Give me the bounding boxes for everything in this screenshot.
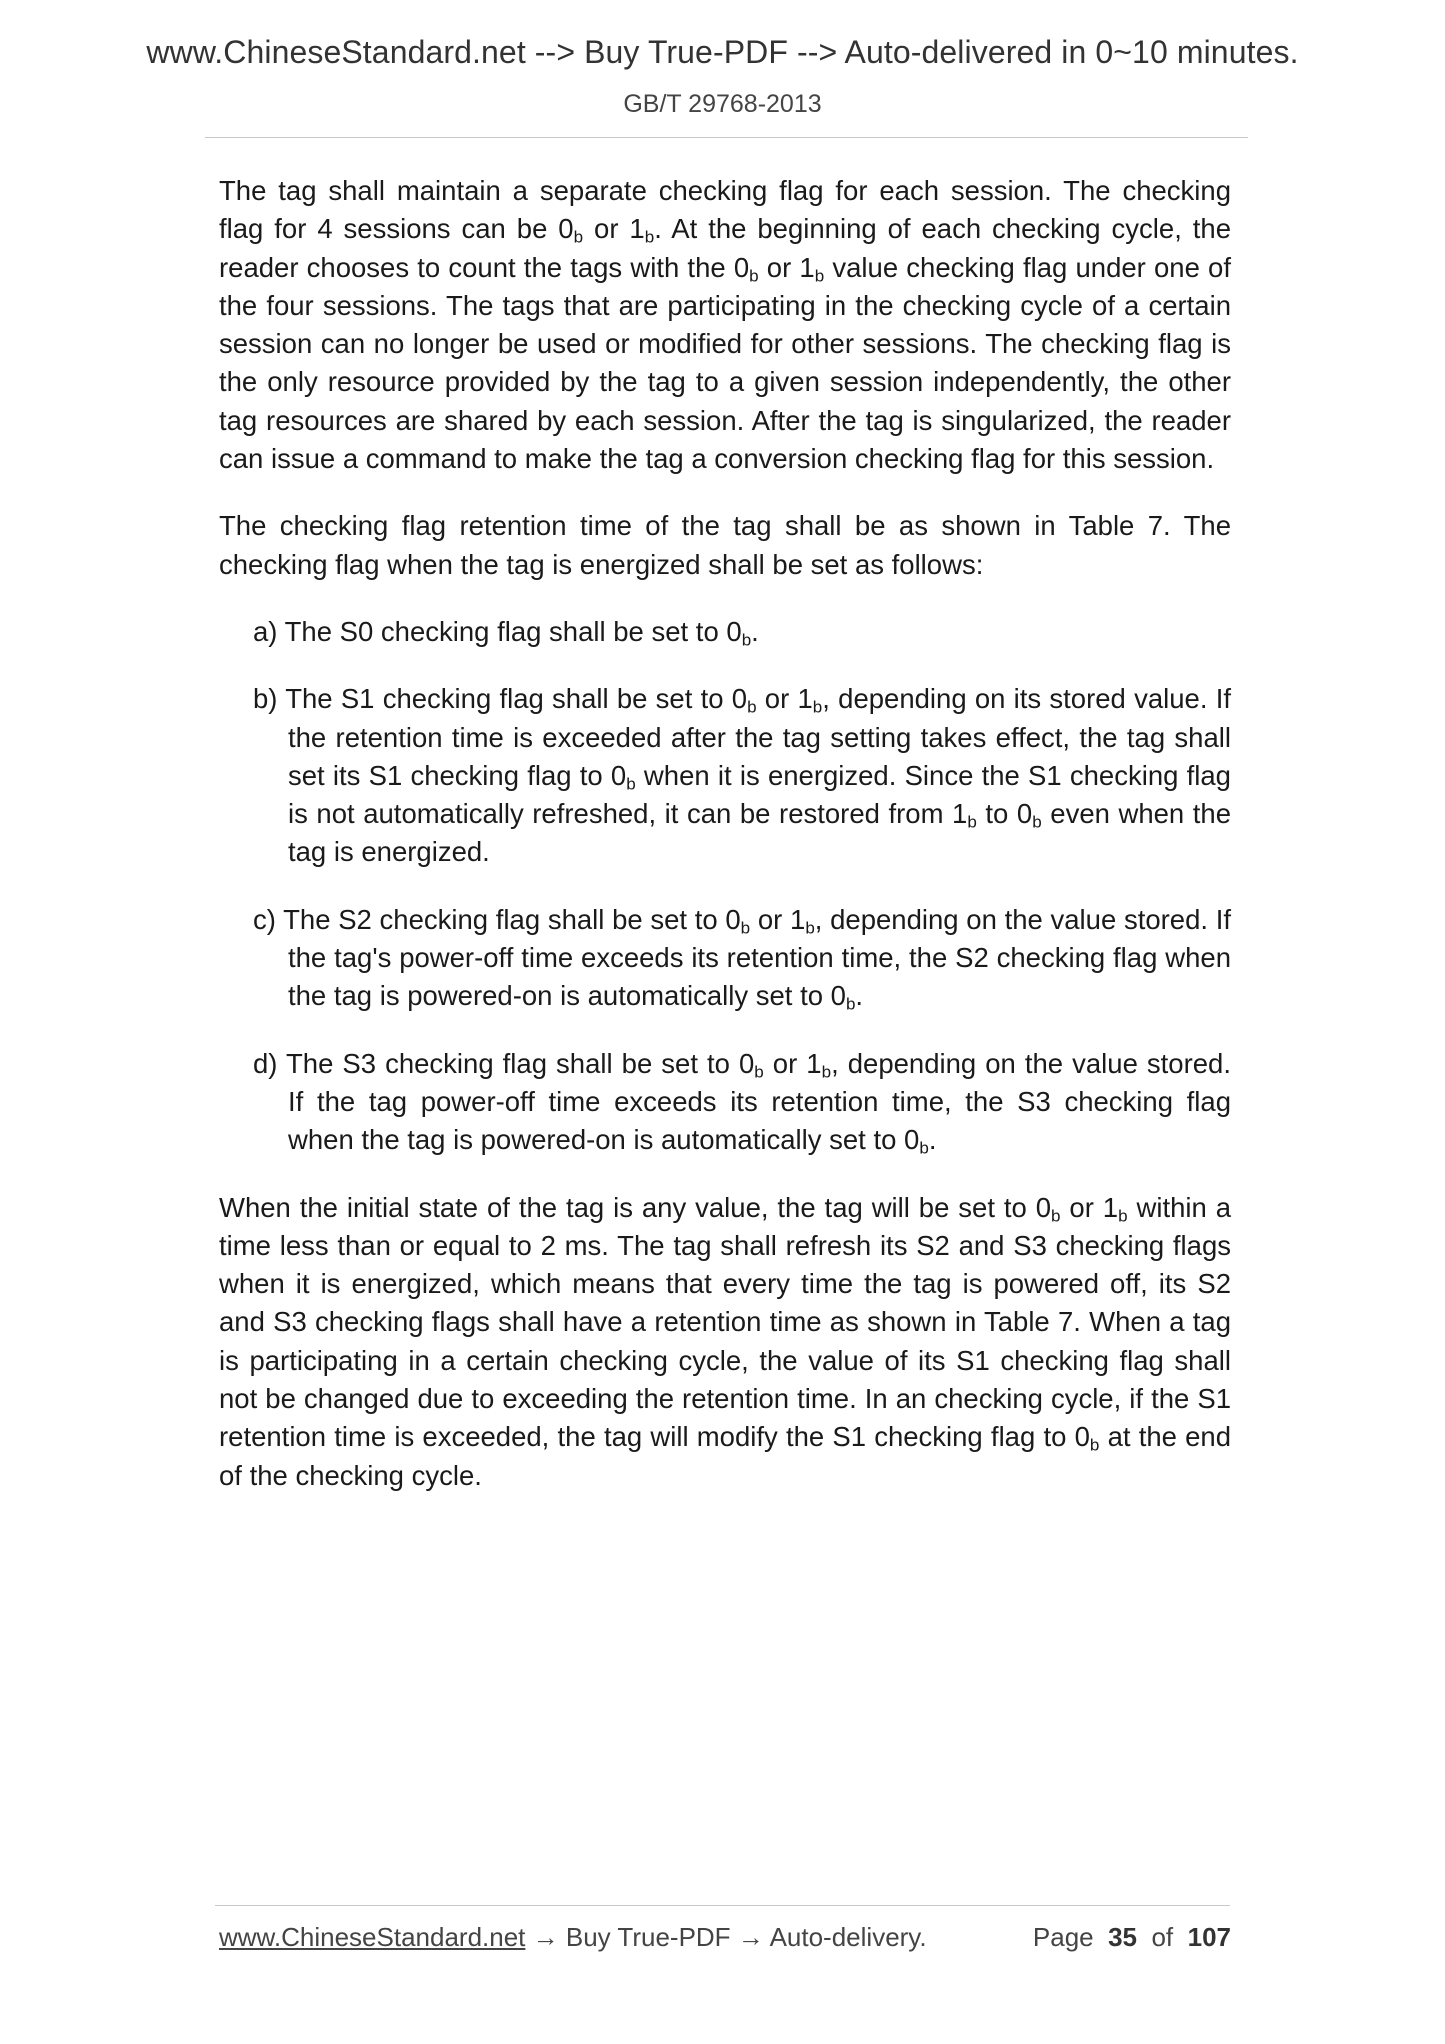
header-banner: www.ChineseStandard.net --> Buy True-PDF --> Auto-delivered in 0~10 minutes. (146, 34, 1299, 70)
list-item-b: b) The S1 checking flag shall be set to $0_b$ or $1_b$, depending on its stored value. If the retention time is exceeded after the tag setting takes effect, the tag shall set its S1 checking flag to $0_b$ when it is energized. Since the S1 checking flag is not automatically refreshed, it can be restored from $1_b$ to $0_b$ even when the tag is energized. (253, 683, 1232, 868)
page-indicator: Page 35 of 107 (1032, 1922, 1231, 1952)
paragraph-session-flags: The tag shall maintain a separate checking flag for each session. The checking flag for 4 sessions can be $0_b$ or $1_b$. At the beginning of each checking cycle, the reader chooses to count the tags with the $0_b$ or $1_b$ value checking flag under one of the four sessions. The tags that are participating in the checking cycle of a certain session can no longer be used or modified for other sessions. The checking flag is the only resource provided by the tag to a given session independently, the other tag resources are shared by each session. After the tag is singularized, the reader can issue a command to make the tag a conversion checking flag for this session. (219, 175, 1232, 475)
footer-tagline: → Buy True-PDF → Auto-delivery. (525, 1922, 927, 1952)
footer-promo (219, 1922, 927, 1953)
page-total: 107 (1187, 1922, 1231, 1952)
document-body (219, 172, 1231, 1524)
standard-number: GB/T 29768-2013 (623, 90, 822, 118)
list-item-d: d) The S3 checking flag shall be set to $0_b$ or $1_b$, depending on the value stored. If the tag power-off time exceeds its retention time, the S3 checking flag when the tag is powered-on is automatically set to $0_b$. (253, 1047, 1231, 1158)
page-current: 35 (1108, 1922, 1138, 1952)
list-item-c: c) The S2 checking flag shall be set to $0_b$ or $1_b$, depending on the value stored. If the tag's power-off time exceeds its retention time, the S2 checking flag when the tag is powered-on is automatically set to $0_b$. (253, 903, 1232, 1014)
paragraph-retention-intro: The checking flag retention time of the tag shall be as shown in Table 7. The checking flag when the tag is energized shall be set as follows: (219, 510, 1231, 580)
header-divider (205, 137, 1248, 138)
page-footer (219, 1922, 1231, 1962)
paragraph-initial-state: When the initial state of the tag is any value, the tag will be set to $0_b$ or $1_b$ within a time less than or equal to 2 ms. The tag shall refresh its S2 and S3 checking flags when it is energized, which means that every time the tag is powered off, its S2 and S3 checking flags shall have a retention time as shown in Table 7. When a tag is participating in a certain checking cycle, the value of its S1 checking flag shall not be changed due to exceeding the retention time. In an checking cycle, if the S1 retention time is exceeded, the tag will modify the S1 checking flag to $0_b$ at the end of the checking cycle. (219, 1191, 1232, 1491)
list-item-a: a) The S0 checking flag shall be set to $0_b$. (253, 615, 759, 650)
footer-divider (215, 1905, 1230, 1906)
footer-site-link[interactable]: www.ChineseStandard.net (219, 1922, 526, 1952)
